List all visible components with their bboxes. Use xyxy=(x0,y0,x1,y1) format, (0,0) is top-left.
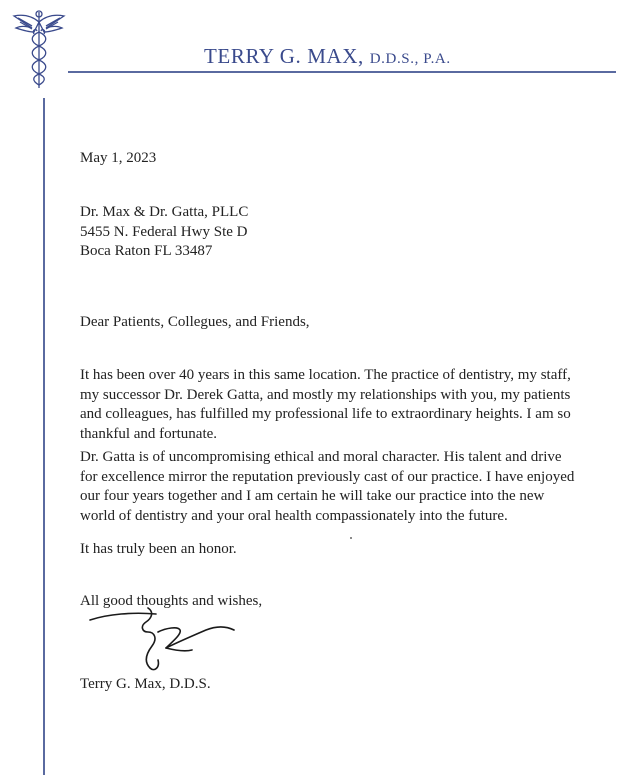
address-line: Boca Raton FL 33487 xyxy=(80,243,213,260)
caduceus-icon xyxy=(10,8,68,90)
paragraph-line: our four years together and I am certain he will take our practice into the new xyxy=(80,488,545,505)
margin-rule xyxy=(43,98,45,775)
signature-name: Terry G. Max, D.D.S. xyxy=(80,676,211,692)
letterhead-credentials: D.D.S., P.A. xyxy=(369,51,451,67)
salutation: Dear Patients, Collegues, and Friends, xyxy=(80,314,310,330)
paragraph-line: and colleagues, has fulfilled my professional life to extraordinary heights. I am so xyxy=(80,406,571,423)
handwritten-signature xyxy=(88,602,238,680)
paragraph-line: Dr. Gatta is of uncompromising ethical and moral character. His talent and drive xyxy=(80,449,562,465)
body-paragraph xyxy=(80,366,620,444)
paragraph-line: thankful and fortunate. xyxy=(80,425,218,442)
body-paragraph xyxy=(80,448,620,526)
closing: All good thoughts and wishes, xyxy=(80,593,263,609)
body-paragraph xyxy=(80,540,620,560)
paragraph-line: world of dentistry and your oral health compassionately into the future. xyxy=(80,507,508,524)
address-line: Dr. Max & Dr. Gatta, PLLC xyxy=(80,204,249,220)
letter-date: May 1, 2023 xyxy=(80,150,157,166)
paragraph-line: It has been over 40 years in this same location. The practice of dentistry, my staff, xyxy=(80,367,571,383)
header-divider xyxy=(68,71,616,73)
paragraph-line: for excellence mirror the reputation previously cast of our practice. I have enjoyed xyxy=(80,468,575,485)
letterhead-name: TERRY G. MAX, xyxy=(204,44,364,68)
speck xyxy=(350,537,352,539)
paragraph-line: my successor Dr. Derek Gatta, and mostly my relationships with you, my patients xyxy=(80,386,571,403)
address-line: 5455 N. Federal Hwy Ste D xyxy=(80,223,248,240)
letterhead-title xyxy=(204,44,451,69)
paragraph-line: It has truly been an honor. xyxy=(80,541,237,557)
